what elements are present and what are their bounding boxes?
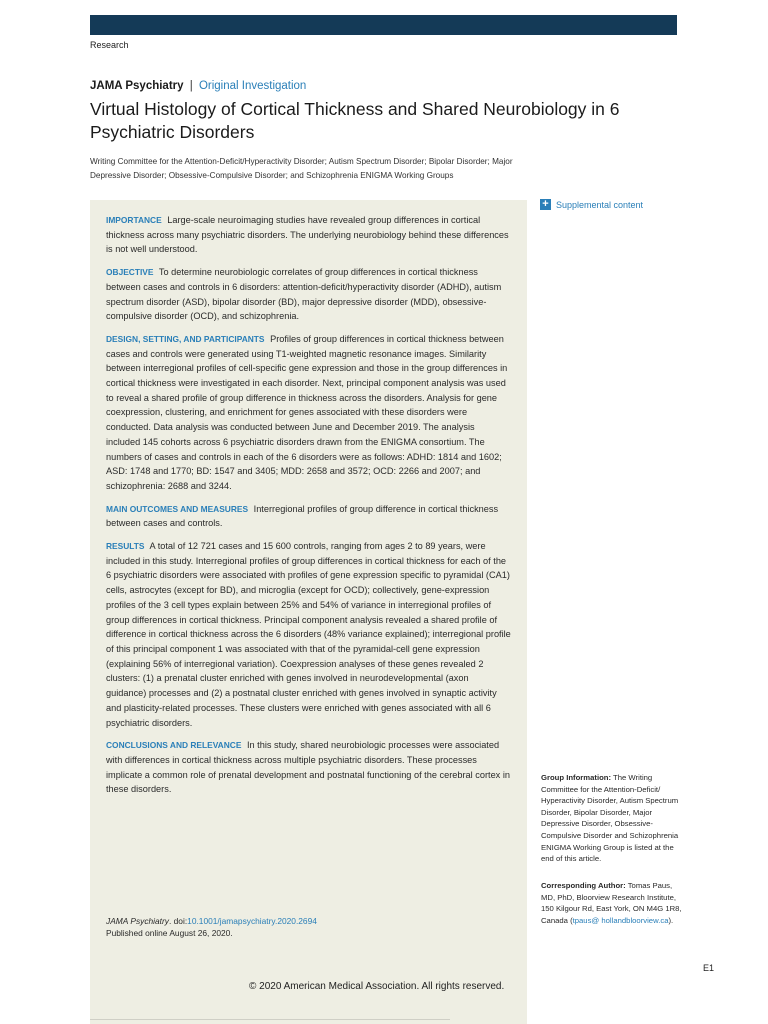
citation-journal: JAMA Psychiatry xyxy=(106,916,169,926)
abstract-text: Interregional profiles of group difference in cortical thickness between cases and controls. xyxy=(106,503,499,529)
abstract-importance xyxy=(106,213,511,257)
journal-line xyxy=(90,80,306,92)
abstract-heading: RESULTS xyxy=(106,541,145,552)
citation-doi-line xyxy=(106,915,511,927)
page-number: E1 xyxy=(703,963,715,973)
supplemental-content-link[interactable] xyxy=(540,199,643,210)
corresponding-lead: Corresponding Author: xyxy=(541,881,626,890)
abstract-results xyxy=(106,539,511,730)
citation-doi-prefix: . doi: xyxy=(168,916,188,926)
citation xyxy=(106,915,511,939)
published-date: Published online August 26, 2020. xyxy=(106,928,233,938)
abstract-heading: CONCLUSIONS AND RELEVANCE xyxy=(106,740,242,751)
section-label: Research xyxy=(90,40,129,50)
abstract-heading: MAIN OUTCOMES AND MEASURES xyxy=(106,503,249,514)
article-type[interactable]: Original Investigation xyxy=(198,80,307,92)
abstract-conclusions xyxy=(106,738,511,797)
abstract-text: Profiles of group differences in cortical thickness between cases and controls were generated using T1-weighted magnetic resonance images. Similarity between interregional profiles of cell-specific gene expression and those in the group differences in cortical thickness were investigated in each disorder. Next, principal component analysis was used to reveal a shared profile of group difference in thickness across the disorders. Analysis for gene coexpression, clustering, and enrichment for genes associated with these disorders were conducted. Data analysis was conducted between June and December 2019. The analysis included 145 cohorts across 6 psychiatric disorders drawn from the ENIGMA consortium. The numbers of cases and controls in each of the 6 disorders were as follows: ADHD: 1814 and 1602; ASD: 1748 and 1770; BD: 1547 and 3405; MDD: 2658 and 3572; OCD: 2266 and 2007; and schizophrenia: 2688 and 3244. xyxy=(106,333,508,491)
abstract-outcomes xyxy=(106,502,511,531)
abstract-text: In this study, shared neurobiologic processes were associated with differences in cortical thickness across multiple psychiatric disorders. These processes implicate a common role of prenatal development and postnatal functioning of the cerebral cortex in these disorders. xyxy=(106,740,510,795)
abstract-objective xyxy=(106,265,511,324)
article-title: Virtual Histology of Cortical Thickness and Shared Neurobiology in 6 Psychiatric Disorders xyxy=(90,99,620,142)
group-info-text: The Writing Committee for the Attention-Deficit/ Hyperactivity Disorder, Autism Spectrum Disorder, Bipolar Disorder, Major Depressive Disorder, Obsessive-Compulsive Disorder and Schizophrenia ENIGMA Working Group is listed at the end of this article. xyxy=(541,773,679,864)
abstract-content xyxy=(106,213,511,805)
journal-name: JAMA Psychiatry xyxy=(90,80,184,92)
journal-separator: | xyxy=(189,80,193,92)
abstract-text: Large-scale neuroimaging studies have revealed group differences in cortical thickness across many psychiatric disorders. The underlying neurobiology behind these differences is not well understood. xyxy=(106,215,509,255)
copyright-notice: © 2020 American Medical Association. All rights reserved. xyxy=(249,981,505,992)
corresponding-close: ). xyxy=(668,915,674,925)
abstract-heading: IMPORTANCE xyxy=(106,215,162,225)
abstract-heading: OBJECTIVE xyxy=(106,267,154,278)
header-bar xyxy=(90,15,677,35)
abstract-text: A total of 12 721 cases and 15 600 controls, ranging from ages 2 to 89 years, were included in this study. Interregional profiles of group differences in cortical thickness for each of the 6 psychiatric disorders were associated with profiles of gene expression specific to pyramidal (CA1) cells, astrocytes (except for BD), and microglia (except for OCD); collectively, gene-expression profiles of the 3 cell types explain between 25% and 54% of variance in interregional profiles of group differences in cortical thickness. Principal component analysis revealed a shared profile of difference in cortical thickness across the 6 disorders (48% variance explained); interregional profile of this principal component 1 was associated with that of the pyramidal-cell gene expression (explaining 56% of interregional variation). Coexpression analyses of these genes revealed 2 clusters: (1) a prenatal cluster enriched with genes involved in neurodevelopmental (axon guidance) processes and (2) a postnatal cluster enriched with genes involved in synaptic activity and plasticity-related processes. These clusters were enriched with genes associated with all 6 psychiatric disorders. xyxy=(106,541,511,728)
abstract-box xyxy=(90,200,527,1024)
supplemental-label: Supplemental content xyxy=(556,199,644,210)
author-list: Writing Committee for the Attention-Deficit/Hyperactivity Disorder; Autism Spectrum Disorder; Bipolar Disorder; Major Depressive Disorder; Obsessive-Compulsive Disorder; and Schizophrenia ENIGMA Working Groups xyxy=(90,157,513,180)
abstract-text: To determine neurobiologic correlates of group differences in cortical thickness between cases and controls in 6 disorders: attention-deficit/hyperactivity disorder (ADHD), autism spectrum disorder (ASD), bipolar disorder (BD), major depressive disorder (MDD), obsessive-compulsive disorder (OCD), and schizophrenia. xyxy=(106,267,502,322)
abstract-design xyxy=(106,332,511,494)
corresponding-text: Tomas Paus, MD, PhD, Bloorview Research Institute, 150 Kilgour Rd, East York, ON M4G 1R8, Canada ( xyxy=(541,881,682,925)
doi-link[interactable]: 10.1001/jamapsychiatry.2020.2694 xyxy=(187,916,317,926)
corresponding-author-note xyxy=(541,880,683,926)
abstract-heading: DESIGN, SETTING, AND PARTICIPANTS xyxy=(106,333,265,344)
group-information-note xyxy=(541,772,683,865)
email-link[interactable]: tpaus@ hollandbloorview.ca xyxy=(572,915,669,925)
plus-icon: + xyxy=(540,199,551,210)
group-info-lead: Group Information: xyxy=(541,773,612,782)
bottom-divider xyxy=(90,1019,450,1020)
